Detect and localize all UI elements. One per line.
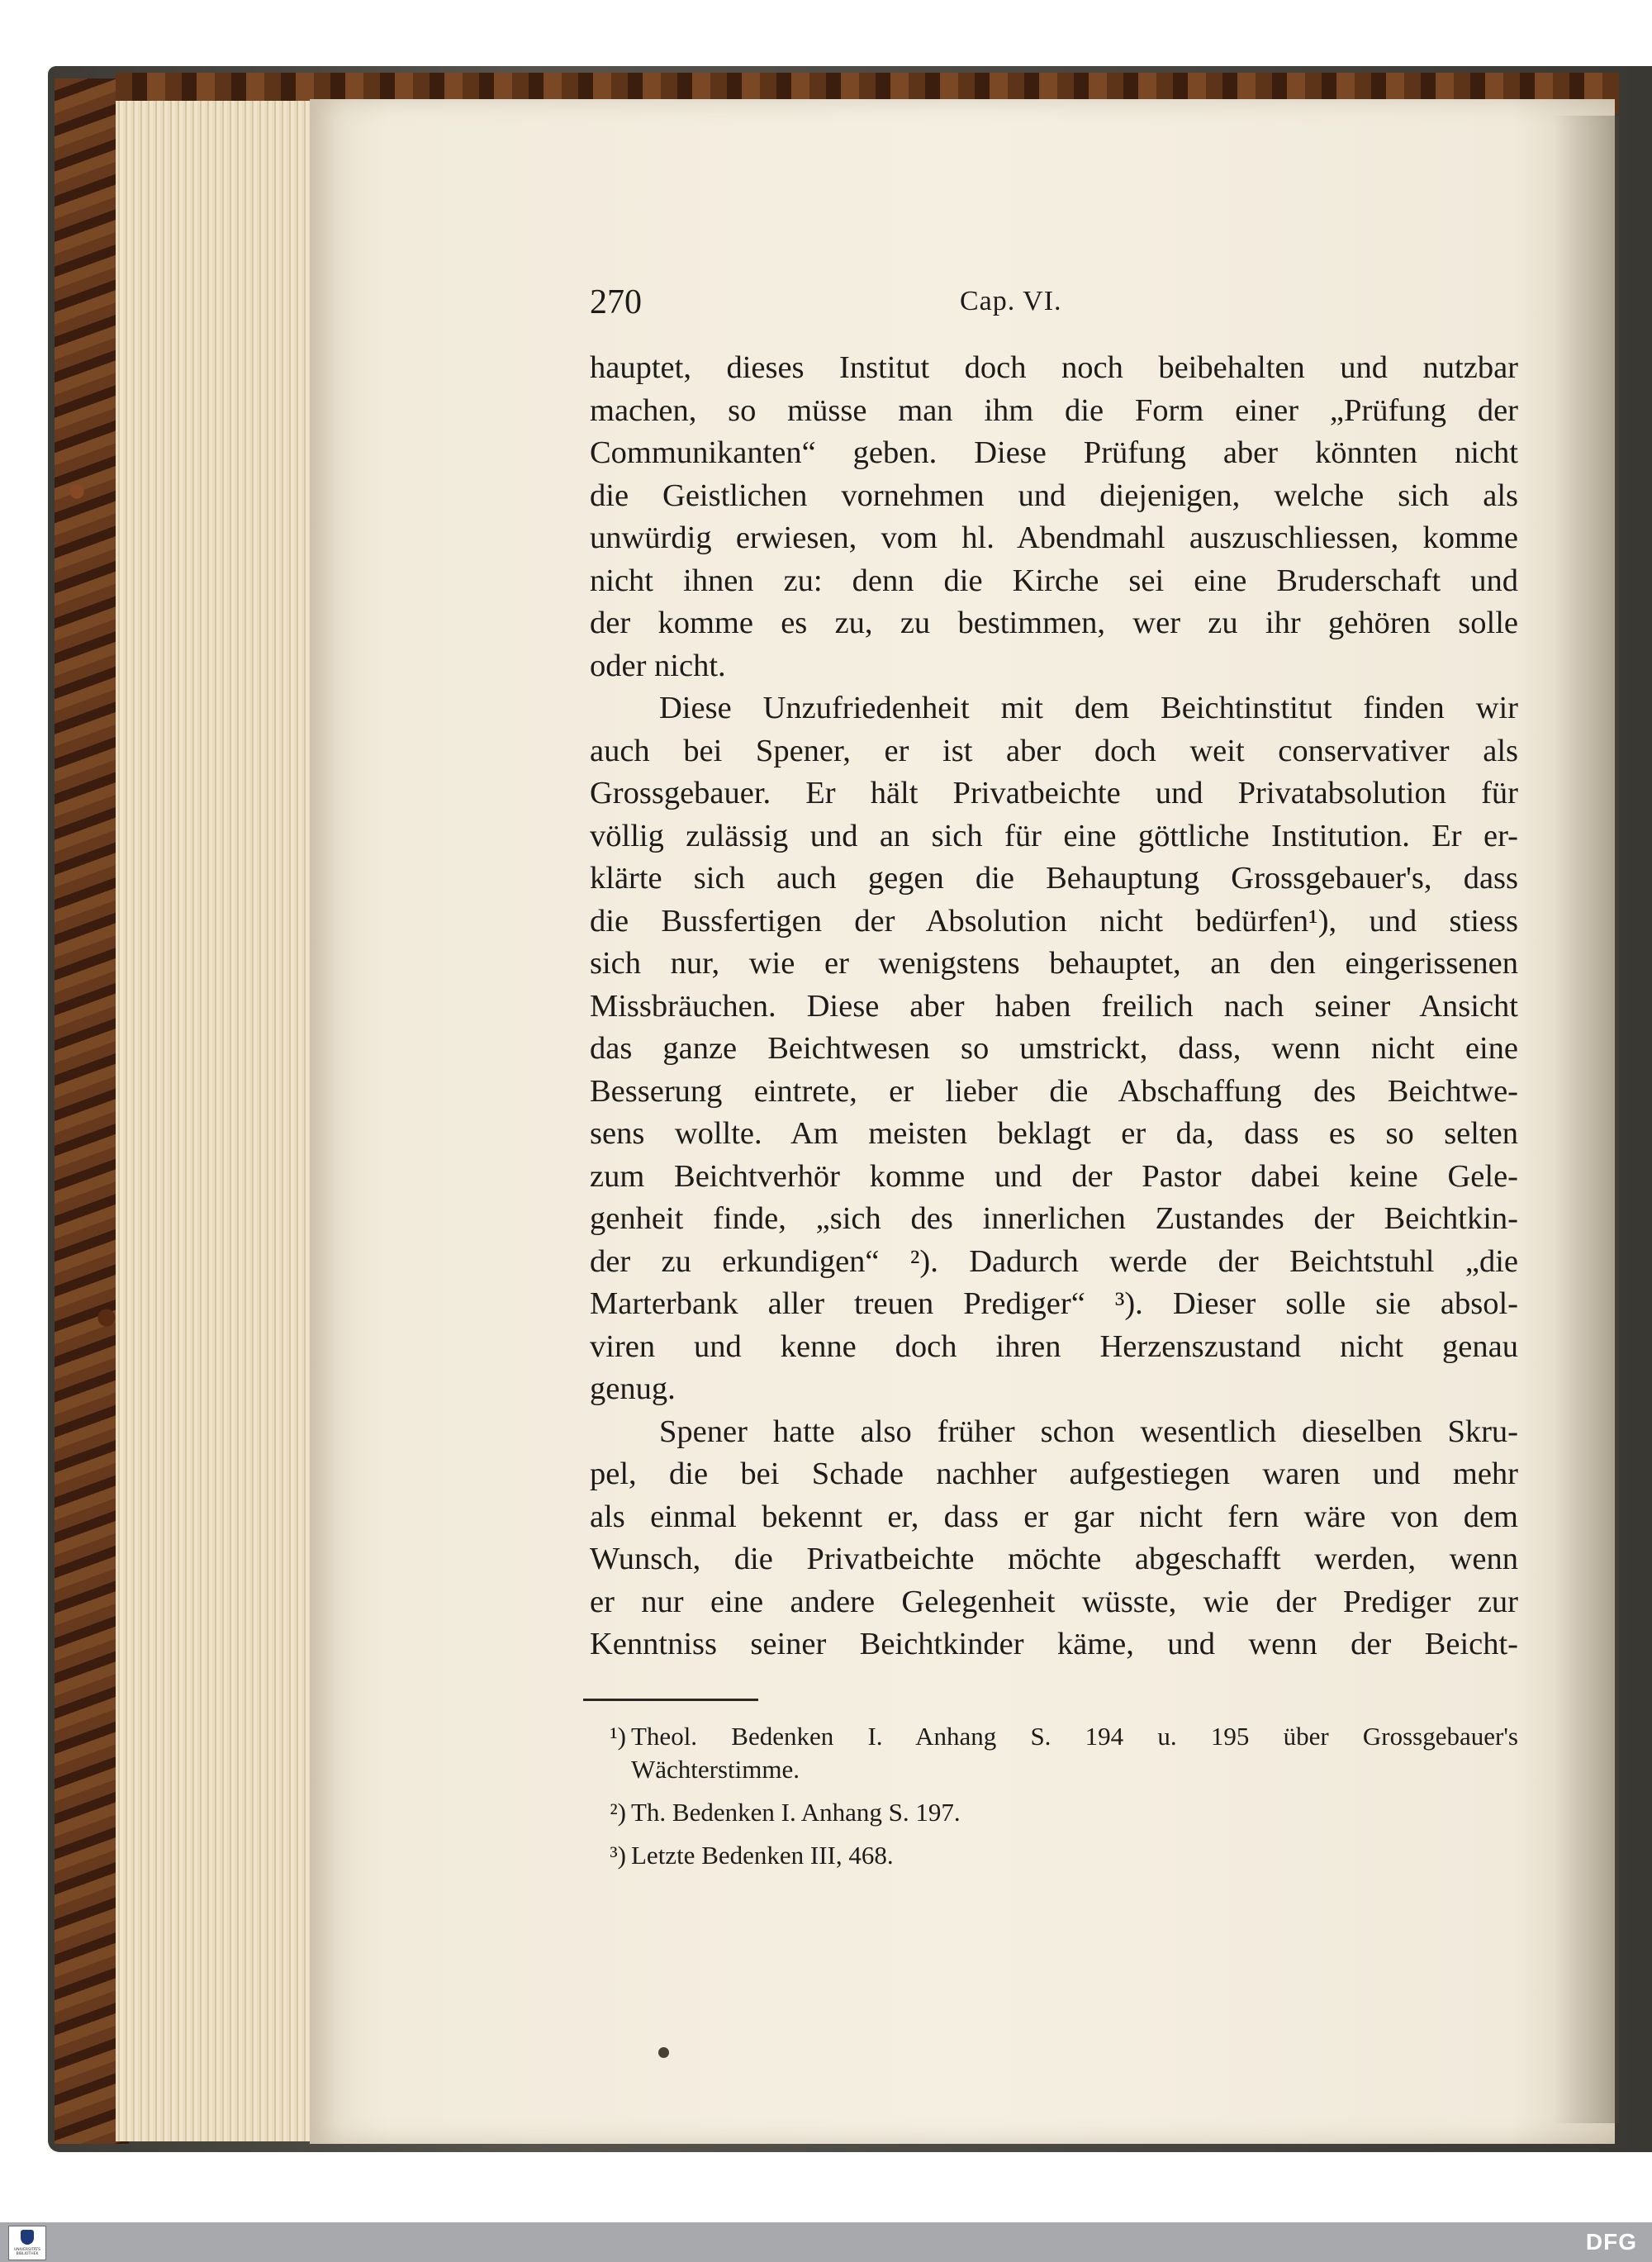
body-text — [590, 347, 1518, 1666]
body-line: nicht ihnen zu: denn die Kirche sei eine Bruderschaft und — [590, 563, 1518, 598]
body-line: unwürdig erwiesen, vom hl. Abendmahl auszuschliessen, komme — [590, 520, 1518, 555]
chapter-title: Cap. VI. — [960, 286, 1062, 316]
body-line: oder nicht. — [590, 648, 726, 683]
body-line: pel, die bei Schade nachher aufgestiegen waren und mehr — [590, 1457, 1518, 1491]
library-emblem-icon — [21, 2230, 34, 2245]
body-line: auch bei Spener, er ist aber doch weit conservativer als — [590, 733, 1518, 768]
body-line: Marterbank aller treuen Prediger“ ³). Dieser solle sie absol- — [590, 1286, 1518, 1321]
footnote — [590, 1839, 1518, 1872]
footnote-line: Th. Bedenken I. Anhang S. 197. — [631, 1798, 961, 1827]
body-line: sich nur, wie er wenigstens behauptet, an den eingerissenen — [590, 946, 1518, 981]
body-line: das ganze Beichtwesen so umstrickt, dass, wenn nicht eine — [590, 1031, 1518, 1066]
body-line: die Bussfertigen der Absolution nicht bedürfen¹), und stiess — [590, 903, 1518, 939]
body-line: sens wollte. Am meisten beklagt er da, dass es so selten — [590, 1116, 1518, 1151]
body-line: der komme es zu, zu bestimmen, wer zu ihr gehören solle — [590, 606, 1518, 640]
ink-dot — [658, 2047, 669, 2058]
body-line: genheit finde, „sich des innerlichen Zustandes der Beichtkin- — [590, 1201, 1518, 1236]
library-logo — [8, 2226, 46, 2260]
gutter-shadow — [1553, 116, 1619, 2123]
body-line: viren und kenne doch ihren Herzenszustand nicht genau — [590, 1328, 1518, 1364]
body-line: als einmal bekennt er, dass er gar nicht fern wäre von dem — [590, 1499, 1518, 1534]
body-line: Kenntniss seiner Beichtkinder käme, und wenn der Beicht- — [590, 1627, 1518, 1661]
body-line: völlig zulässig und an sich für eine göttliche Institution. Er er- — [590, 818, 1518, 853]
footnote-line: Theol. Bedenken I. Anhang S. 194 u. 195 über Grossgebauer's — [631, 1722, 1518, 1751]
body-line: er nur eine andere Gelegenheit wüsste, wie der Prediger zur — [590, 1584, 1518, 1619]
body-line: die Geistlichen vornehmen und diejenigen, welche sich als — [590, 478, 1518, 513]
body-line: Communikanten“ geben. Diese Prüfung aber könnten nicht — [590, 435, 1518, 470]
body-line: klärte sich auch gegen die Behauptung Grossgebauer's, dass — [590, 861, 1518, 896]
body-line: Diese Unzufriedenheit mit dem Beichtinstitut finden wir — [659, 691, 1518, 725]
body-line: zum Beichtverhör komme und der Pastor dabei keine Gele- — [590, 1158, 1518, 1194]
body-line: Grossgebauer. Er hält Privatbeichte und Privatabsolution für — [590, 776, 1518, 810]
footnote-rule — [583, 1699, 758, 1701]
body-line: Spener hatte also früher schon wesentlich dieselben Skru- — [659, 1414, 1518, 1449]
footnote-line: Wächterstimme. — [631, 1755, 800, 1784]
footnotes — [590, 1720, 1518, 1882]
page-number: 270 — [590, 283, 642, 321]
body-line: hauptet, dieses Institut doch noch beibehalten und nutzbar — [590, 350, 1518, 385]
footnote — [590, 1796, 1518, 1829]
body-line: Wunsch, die Privatbeichte möchte abgeschafft werden, wenn — [590, 1542, 1518, 1576]
footer-bar — [0, 2222, 1652, 2262]
footnote-mark: ³) — [610, 1841, 626, 1870]
body-line: machen, so müsse man ihm die Form einer „Prüfung der — [590, 392, 1518, 428]
footnote — [590, 1720, 1518, 1786]
footnote-line: Letzte Bedenken III, 468. — [631, 1841, 894, 1870]
body-line: der zu erkundigen“ ²). Dadurch werde der Beichtstuhl „die — [590, 1243, 1518, 1279]
body-line: Besserung eintrete, er lieber die Abschaffung des Beichtwe- — [590, 1073, 1518, 1109]
library-caption: UNIVERSITÄTS BIBLIOTHEK — [14, 2248, 40, 2256]
dfg-logo: DFG — [1585, 2229, 1637, 2255]
running-head — [590, 283, 1518, 324]
footnote-mark: ¹) — [610, 1722, 626, 1751]
body-line: Missbräuchen. Diese aber haben freilich nach seiner Ansicht — [590, 988, 1518, 1024]
body-line: genug. — [590, 1371, 676, 1406]
footnote-mark: ²) — [610, 1798, 626, 1827]
